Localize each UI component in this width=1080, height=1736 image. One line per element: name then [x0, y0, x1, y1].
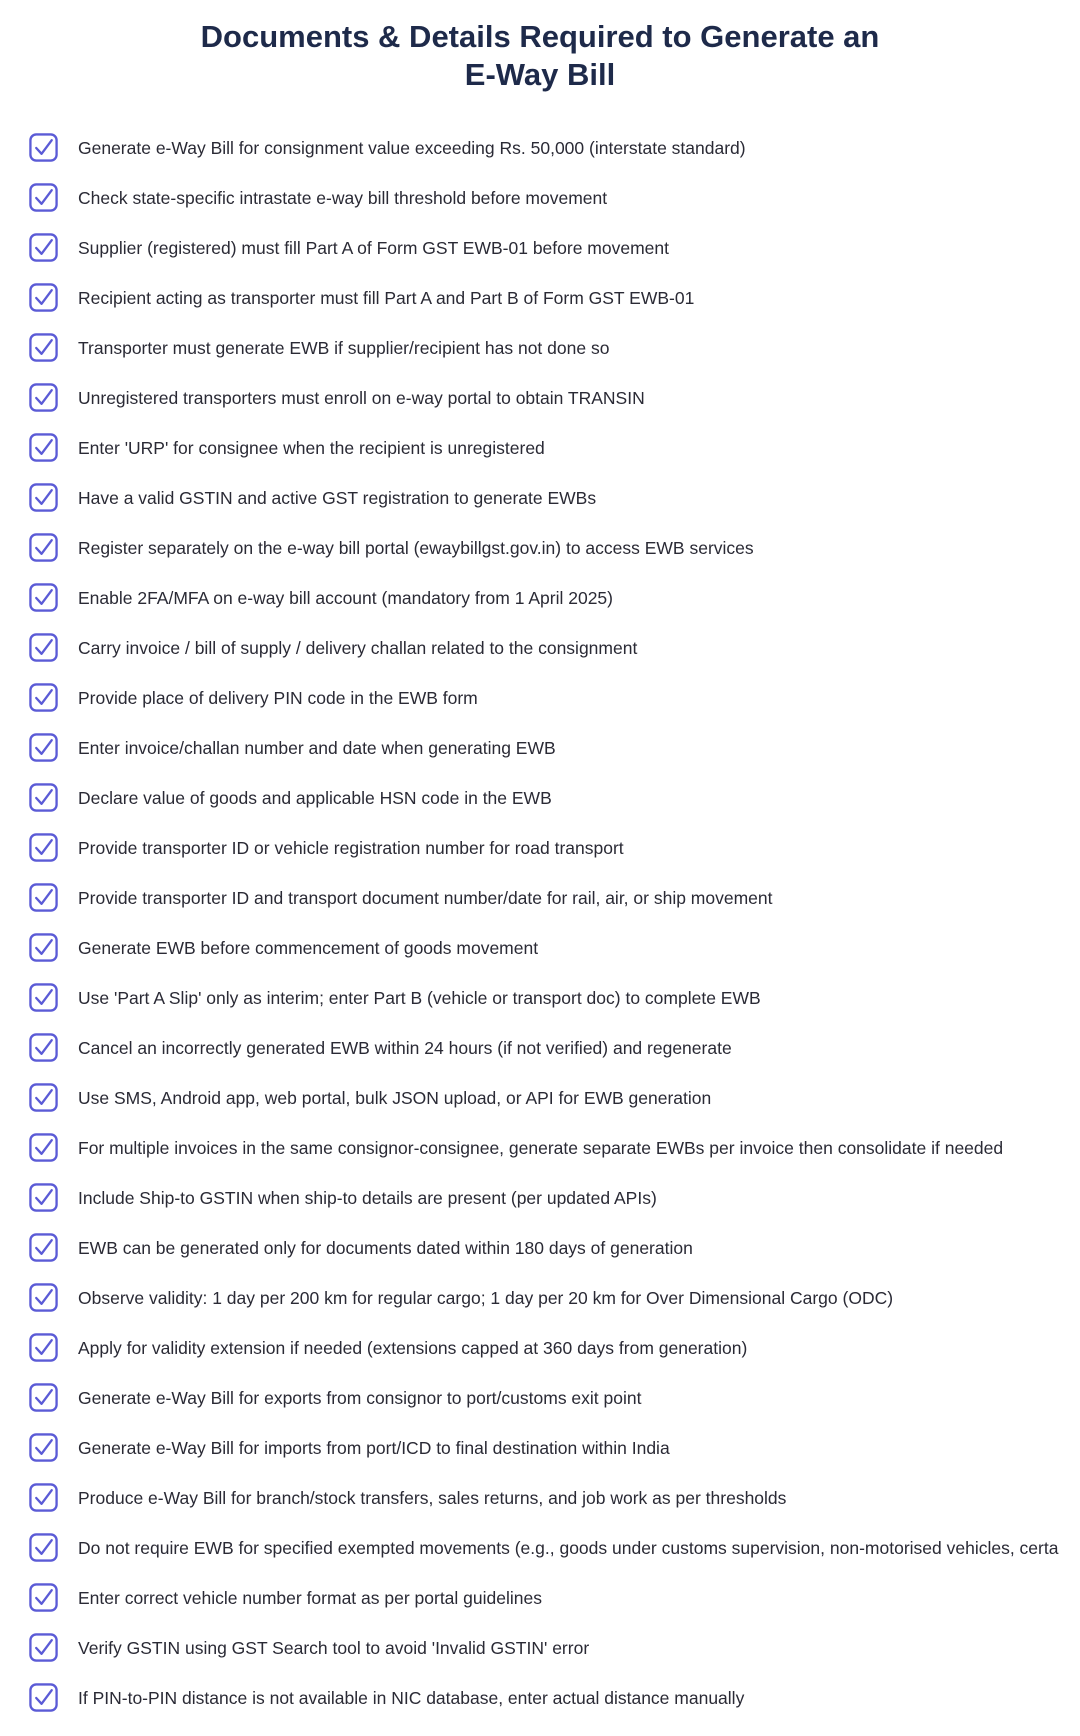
- checklist-item-text: Unregistered transporters must enroll on e-way portal to obtain TRANSIN: [78, 388, 645, 408]
- checklist-item-text: Verify GSTIN using GST Search tool to avoid 'Invalid GSTIN' error: [78, 1638, 590, 1658]
- checklist-item-text: Register separately on the e-way bill portal (ewaybillgst.gov.in) to access EWB services: [78, 538, 754, 558]
- checkbox-checked-icon[interactable]: [28, 282, 59, 313]
- checklist-item-text: Enter 'URP' for consignee when the recipient is unregistered: [78, 438, 545, 458]
- checkbox-checked-icon[interactable]: [28, 1682, 59, 1713]
- checklist-item: [0, 732, 1080, 782]
- checklist-item: [0, 532, 1080, 582]
- checklist-item: [0, 982, 1080, 1032]
- checkbox-checked-icon[interactable]: [28, 182, 59, 213]
- checkbox-checked-icon[interactable]: [28, 232, 59, 263]
- checklist-item-text: Provide transporter ID or vehicle registration number for road transport: [78, 838, 624, 858]
- checklist-item: [0, 1682, 1080, 1732]
- checklist-item: [0, 232, 1080, 282]
- checkbox-checked-icon[interactable]: [28, 632, 59, 663]
- checklist-item-text: Observe validity: 1 day per 200 km for regular cargo; 1 day per 20 km for Over Dimensional Cargo (ODC): [78, 1288, 894, 1308]
- checklist-item: [0, 382, 1080, 432]
- checklist-item-text: Declare value of goods and applicable HSN code in the EWB: [78, 788, 552, 808]
- checkbox-checked-icon[interactable]: [28, 132, 59, 163]
- checkbox-checked-icon[interactable]: [28, 532, 59, 563]
- checkbox-checked-icon[interactable]: [28, 1232, 59, 1263]
- checklist-item-text: Generate e-Way Bill for exports from consignor to port/customs exit point: [78, 1388, 642, 1408]
- checklist-item-text: Provide place of delivery PIN code in the EWB form: [78, 688, 478, 708]
- checkbox-checked-icon[interactable]: [28, 982, 59, 1013]
- checklist-item: [0, 1382, 1080, 1432]
- checklist-item-text: Enter correct vehicle number format as per portal guidelines: [78, 1588, 542, 1608]
- checklist-item-text: Produce e-Way Bill for branch/stock transfers, sales returns, and job work as per thresholds: [78, 1488, 787, 1508]
- checklist-item: [0, 1332, 1080, 1382]
- checklist-item-text: Provide transporter ID and transport document number/date for rail, air, or ship movement: [78, 888, 773, 908]
- checklist-item: [0, 432, 1080, 482]
- checklist-item: [0, 482, 1080, 532]
- checklist-item: [0, 1532, 1080, 1582]
- checklist-item: [0, 1582, 1080, 1632]
- checklist-item: [0, 182, 1080, 232]
- checklist-item: [0, 1232, 1080, 1282]
- checklist-item-text: Generate e-Way Bill for imports from port/ICD to final destination within India: [78, 1438, 670, 1458]
- checklist-item-text: Check state-specific intrastate e-way bill threshold before movement: [78, 188, 608, 208]
- checkbox-checked-icon[interactable]: [28, 432, 59, 463]
- checklist-item-text: Apply for validity extension if needed (extensions capped at 360 days from generation): [78, 1338, 748, 1358]
- checklist-item-text: Recipient acting as transporter must fill Part A and Part B of Form GST EWB-01: [78, 288, 695, 308]
- checklist-item-text: If PIN-to-PIN distance is not available in NIC database, enter actual distance manually: [78, 1688, 745, 1708]
- checklist-item-text: EWB can be generated only for documents dated within 180 days of generation: [78, 1238, 693, 1258]
- checklist-item: [0, 1282, 1080, 1332]
- checklist-item: [0, 1182, 1080, 1232]
- checkbox-checked-icon[interactable]: [28, 682, 59, 713]
- checkbox-checked-icon[interactable]: [28, 782, 59, 813]
- checklist-item: [0, 682, 1080, 732]
- requirements-checklist: [0, 132, 1080, 1732]
- checklist-item-text: Use 'Part A Slip' only as interim; enter Part B (vehicle or transport doc) to complete EWB: [78, 988, 761, 1008]
- checklist-item: [0, 1482, 1080, 1532]
- checklist-item-text: Have a valid GSTIN and active GST registration to generate EWBs: [78, 488, 597, 508]
- checkbox-checked-icon[interactable]: [28, 1582, 59, 1613]
- checklist-item-text: Enter invoice/challan number and date when generating EWB: [78, 738, 556, 758]
- checklist-item: [0, 582, 1080, 632]
- checkbox-checked-icon[interactable]: [28, 732, 59, 763]
- checkbox-checked-icon[interactable]: [28, 1282, 59, 1313]
- checklist-item-text: Use SMS, Android app, web portal, bulk JSON upload, or API for EWB generation: [78, 1088, 712, 1108]
- checklist-item-text: Do not require EWB for specified exempted movements (e.g., goods under customs supervision, non-motorised vehicles, certa: [78, 1538, 1059, 1558]
- checklist-item: [0, 282, 1080, 332]
- checklist-item-text: For multiple invoices in the same consignor-consignee, generate separate EWBs per invoice then consolidate if needed: [78, 1138, 1004, 1158]
- checklist-item-text: Enable 2FA/MFA on e-way bill account (mandatory from 1 April 2025): [78, 588, 613, 608]
- checkbox-checked-icon[interactable]: [28, 1332, 59, 1363]
- page-title: [0, 18, 1080, 94]
- checkbox-checked-icon[interactable]: [28, 1032, 59, 1063]
- checkbox-checked-icon[interactable]: [28, 1432, 59, 1463]
- checkbox-checked-icon[interactable]: [28, 582, 59, 613]
- checkbox-checked-icon[interactable]: [28, 1382, 59, 1413]
- checklist-item-text: Transporter must generate EWB if supplier/recipient has not done so: [78, 338, 610, 358]
- checkbox-checked-icon[interactable]: [28, 1482, 59, 1513]
- checkbox-checked-icon[interactable]: [28, 332, 59, 363]
- checklist-item-text: Include Ship-to GSTIN when ship-to details are present (per updated APIs): [78, 1188, 657, 1208]
- checklist-item: [0, 1032, 1080, 1082]
- checkbox-checked-icon[interactable]: [28, 382, 59, 413]
- checklist-item: [0, 932, 1080, 982]
- checkbox-checked-icon[interactable]: [28, 1182, 59, 1213]
- checklist-item: [0, 882, 1080, 932]
- checklist-item: [0, 1632, 1080, 1682]
- checklist-item-text: Supplier (registered) must fill Part A of Form GST EWB-01 before movement: [78, 238, 670, 258]
- checklist-item-text: Cancel an incorrectly generated EWB within 24 hours (if not verified) and regenerate: [78, 1038, 732, 1058]
- checkbox-checked-icon[interactable]: [28, 482, 59, 513]
- checklist-item: [0, 782, 1080, 832]
- checkbox-checked-icon[interactable]: [28, 1082, 59, 1113]
- checklist-item: [0, 632, 1080, 682]
- checklist-item: [0, 1132, 1080, 1182]
- checkbox-checked-icon[interactable]: [28, 832, 59, 863]
- checklist-item: [0, 332, 1080, 382]
- checklist-item-text: Generate EWB before commencement of goods movement: [78, 938, 539, 958]
- checkbox-checked-icon[interactable]: [28, 882, 59, 913]
- page-title-line-1: Documents & Details Required to Generate an: [200, 19, 880, 54]
- checkbox-checked-icon[interactable]: [28, 1532, 59, 1563]
- page-title-line-2: E-Way Bill: [464, 57, 616, 92]
- checkbox-checked-icon[interactable]: [28, 1132, 59, 1163]
- checklist-item: [0, 832, 1080, 882]
- checklist-item: [0, 1432, 1080, 1482]
- checklist-item: [0, 1082, 1080, 1132]
- checklist-item-text: Generate e-Way Bill for consignment value exceeding Rs. 50,000 (interstate standard): [78, 138, 746, 158]
- checklist-item: [0, 132, 1080, 182]
- checklist-item-text: Carry invoice / bill of supply / delivery challan related to the consignment: [78, 638, 638, 658]
- checkbox-checked-icon[interactable]: [28, 1632, 59, 1663]
- checkbox-checked-icon[interactable]: [28, 932, 59, 963]
